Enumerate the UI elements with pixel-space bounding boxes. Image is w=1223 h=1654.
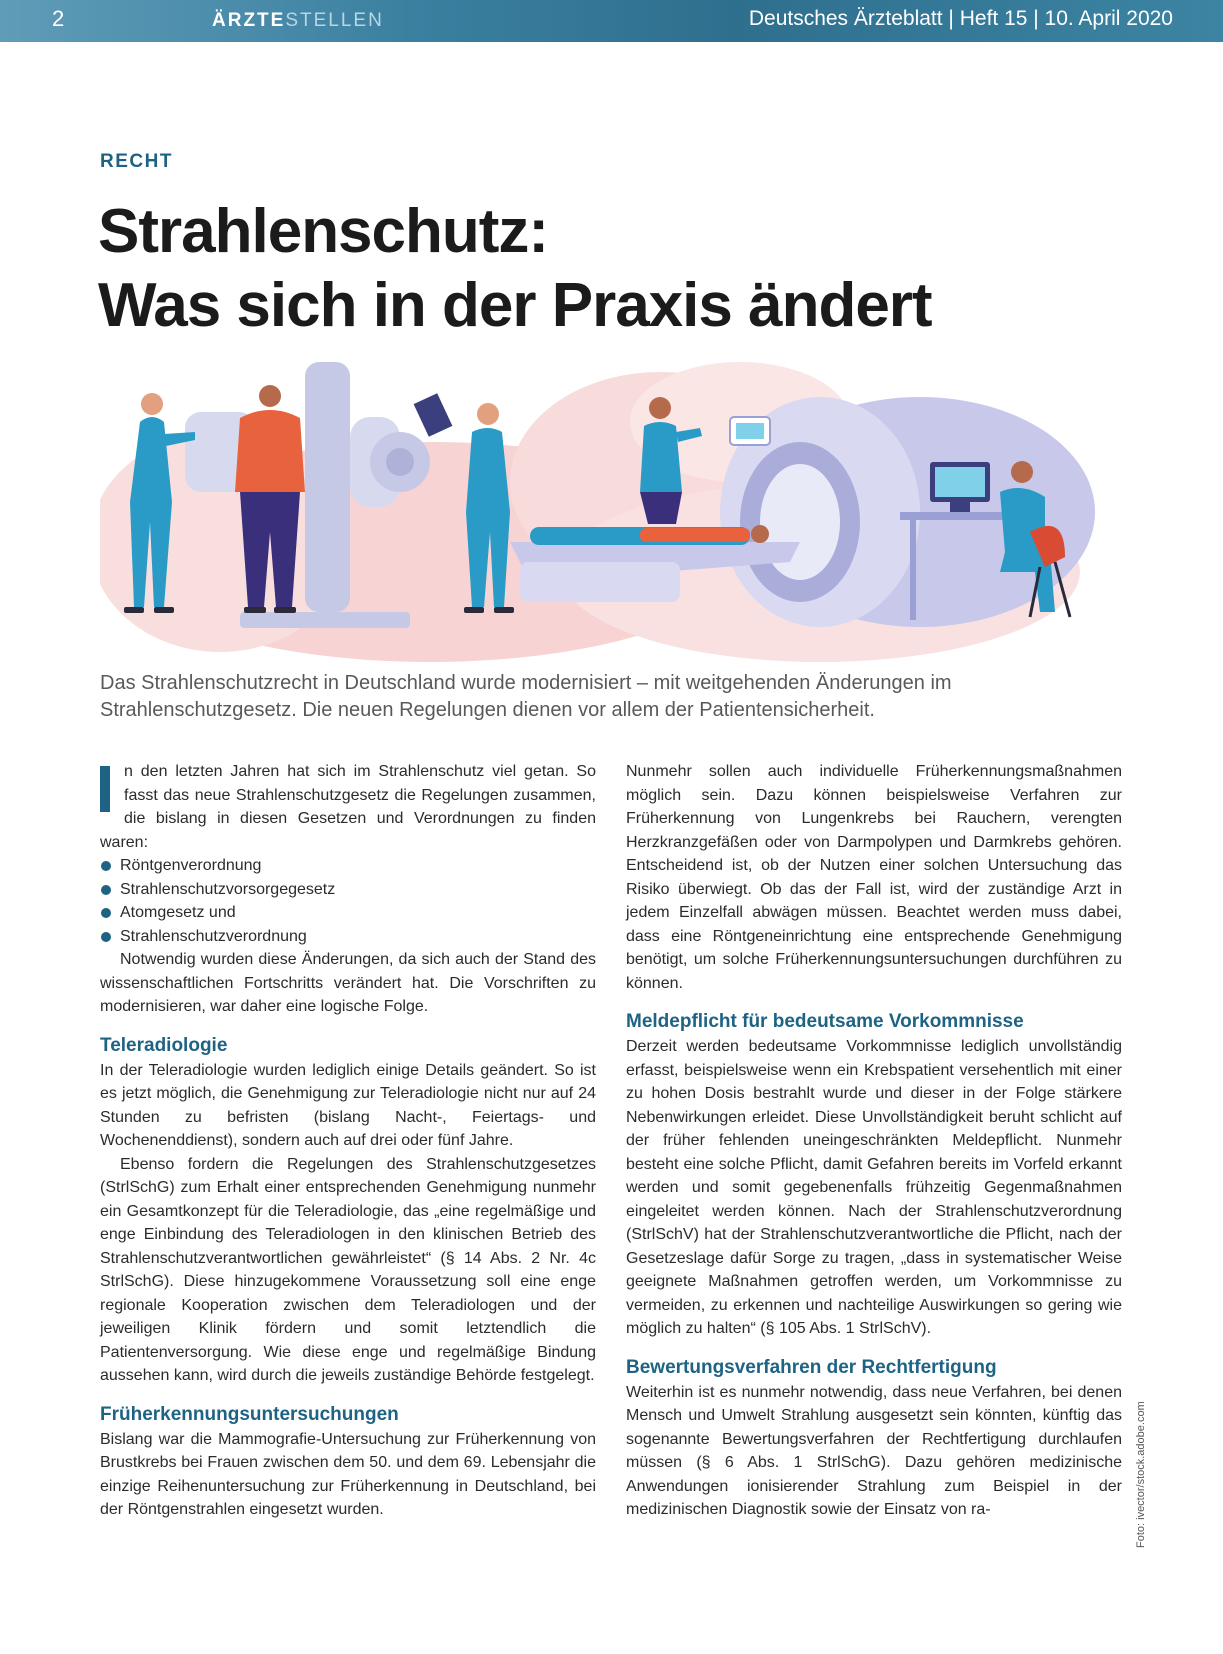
brand-part2: STELLEN [285,10,384,31]
intro-paragraph-2: Notwendig wurden diese Änderungen, da sich auch der Stand des wissenschaftlichen Fortschritts verändert hat. Die Vorschriften zu modernisieren, war daher eine logische Folge. [100,951,596,1015]
intro-block [100,760,596,854]
header-bar [0,0,1223,42]
drop-cap-glyph [100,766,110,812]
list-item: Röntgenverordnung [100,854,596,878]
photo-credit: Foto: ivector/stock.adobe.com [1135,1401,1147,1548]
bewertungsverfahren-paragraph: Weiterhin ist es nunmehr notwendig, dass neue Verfahren, bei denen Mensch und Umwelt Strahlung ausgesetzt sein könnten, künftig das sogenannte Bewertungsverfahren der Rechtfertigung durchlaufen müssen (§ 6 Abs. 1 StrlSchG). Dazu gehören medizinische Anwendungen ionisierender Strahlung zum Beispiel in der medizinischen Diagnostik sowie der Einsatz von ra- [626,1383,1122,1518]
patient-lying [530,525,769,545]
title-line-2: Was sich in der Praxis ändert [98,271,932,340]
brand-part1: ÄRZTE [212,10,286,31]
title-line-1: Strahlenschutz: [98,197,549,266]
brand-logo [212,10,384,32]
list-item: Strahlenschutzverordnung [100,925,596,949]
section-kicker: RECHT [100,151,173,172]
article-title [98,195,932,343]
law-list [100,854,596,948]
hero-illustration [100,362,1120,662]
right-paragraph-1: Nunmehr sollen auch individuelle Früherkennungsmaßnahmen möglich sein. Dazu können beispielsweise Verfahren zur Früherkennung von Lungenkrebs bei Rauchern, verengten Herzkranzgefäßen oder von Darmpolypen und Darmkrebs gehören. Entscheidend ist, ob der Nutzen einer solchen Untersuchung das Risiko überwiegt. Ob das der Fall ist, wird der zuständige Arzt in jedem Einzelfall abwägen müssen. Beachtet werden muss dabei, dass eine Röntgeneinrichtung eine entsprechende Genehmigung benötigt, um solche Früherkennungsuntersuchungen durchführen zu können. [626,763,1122,992]
list-item: Strahlenschutzvorsorgegesetz [100,878,596,902]
teleradiologie-paragraph-2: Ebenso fordern die Regelungen des Strahlenschutzgesetzes (StrlSchG) zum Erhalt einer entsprechenden Genehmigung nunmehr ein Gesamtkonzept für die Teleradiologie, das „eine regelmäßige und enge Einbindung des Teleradiologen in den klinischen Betrieb des Strahlenschutzverantwortlichen gewährleistet“ (§ 14 Abs. 2 Nr. 4c StrlSchG). Diese hinzugekommene Voraussetzung soll eine enge regionale Kooperation zwischen dem Teleradiologen und der jeweiligen Klinik fördern und somit letztendlich die Patientenversorgung. Wie diese enge und regelmäßige Bindung aussehen kann, wird durch die jeweils zuständige Behörde festgelegt. [100,1155,596,1384]
heading-frueherkennung: Früherkennungsuntersuchungen [100,1403,399,1425]
teleradiologie-paragraph-1: In der Teleradiologie wurden lediglich einige Details geändert. So ist es jetzt möglich, die Genehmigung zur Teleradiologie nicht nur auf 24 Stunden zu befristen (bislang Nacht-, Feiertags- und Wochenenddienst), sondern auch auf drei oder fünf Jahre. [100,1061,596,1149]
drop-cap [100,762,116,812]
intro-paragraph: n den letzten Jahren hat sich im Strahlenschutz viel getan. So fasst das neue Strahlenschutzgesetz die Regelungen zusammen, die bislang in diesen Gesetzen und Verordnungen zu finden waren: [100,763,596,851]
frueherkennung-paragraph-1: Bislang war die Mammografie-Untersuchung zur Früherkennung von Brustkrebs bei Frauen zwischen dem 50. und dem 69. Lebensjahr die einzige Reihenuntersuchung zur Früherkennung in Deutschland, bei der Röntgenstrahlen eingesetzt wurden. [100,1430,596,1518]
issue-info: Deutsches Ärzteblatt | Heft 15 | 10. April 2020 [748,7,1173,30]
article-lead: Das Strahlenschutzrecht in Deutschland wurde modernisiert – mit weitgehenden Änderungen im Strahlenschutzgesetz. Die neuen Regelungen dienen vor allem der Patientensicherheit. [100,672,952,721]
list-item: Atomgesetz und [100,901,596,925]
heading-bewertungsverfahren: Bewertungsverfahren der Rechtfertigung [626,1356,997,1378]
column-right [626,760,1122,1522]
heading-teleradiologie: Teleradiologie [100,1034,228,1056]
meldepflicht-paragraph: Derzeit werden bedeutsame Vorkommnisse lediglich unvollständig erfasst, beispielsweise wenn ein Krebspatient versehentlich mit einer zu hohen Dosis bestrahlt wurde und dieser in der Folge stärkere Nebenwirkungen erleidet. Diese Unvollständigkeit beruht schlicht auf der früher fehlenden uneingeschränkten Meldepflicht. Nunmehr besteht eine solche Pflicht, damit Gefahren bereits im Vorfeld erkannt werden und somit gegebenenfalls frühzeitig Gegenmaßnahmen eingeleitet werden können. Nach der Strahlenschutzverordnung (StrlSchV) hat der Strahlenschutzverantwortliche die Pflicht, nach der Gesetzeslage dafür Sorge zu tragen, „dass in systematischer Weise geeignete Maßnahmen getroffen werden, um Vorkommnisse zu vermeiden, zu erkennen und nachteilige Auswirkungen so gering wie möglich zu halten“ (§ 105 Abs. 1 StrlSchV). [626,1038,1122,1337]
heading-meldepflicht: Meldepflicht für bedeutsame Vorkommnisse [626,1011,1024,1032]
page-number: 2 [52,6,65,31]
column-left [100,760,596,1522]
